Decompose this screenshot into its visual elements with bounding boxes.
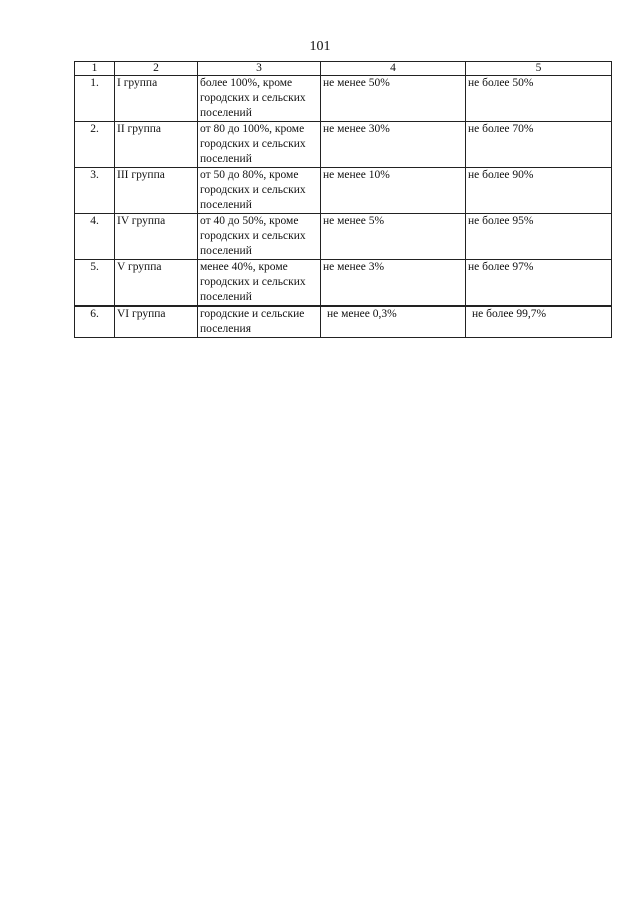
group-name: III группа (115, 168, 198, 214)
table-row (75, 260, 612, 307)
group-name: V группа (115, 260, 198, 307)
row-number: 3. (75, 168, 115, 214)
column-header-4: 4 (321, 62, 466, 76)
row-number: 4. (75, 214, 115, 260)
max-share: не более 95% (466, 214, 612, 260)
group-name: II группа (115, 122, 198, 168)
group-criteria-table (74, 61, 612, 338)
max-share: не более 50% (466, 76, 612, 122)
column-header-5: 5 (466, 62, 612, 76)
table-row (75, 76, 612, 122)
max-share: не более 70% (466, 122, 612, 168)
min-share: не менее 5% (321, 214, 466, 260)
group-name: VI группа (115, 306, 198, 338)
row-number: 5. (75, 260, 115, 307)
group-criteria: от 50 до 80%, кроме городских и сельских поселений (198, 168, 321, 214)
group-name: I группа (115, 76, 198, 122)
min-share: не менее 0,3% (321, 306, 466, 338)
max-share: не более 99,7% (466, 306, 612, 338)
row-number: 1. (75, 76, 115, 122)
min-share: не менее 30% (321, 122, 466, 168)
min-share: не менее 3% (321, 260, 466, 307)
max-share: не более 97% (466, 260, 612, 307)
table-row (75, 122, 612, 168)
column-header-3: 3 (198, 62, 321, 76)
group-criteria: более 100%, кроме городских и сельских поселений (198, 76, 321, 122)
table-row (75, 306, 612, 338)
page-number: 101 (309, 39, 331, 54)
min-share: не менее 10% (321, 168, 466, 214)
column-header-1: 1 (75, 62, 115, 76)
column-header-2: 2 (115, 62, 198, 76)
group-criteria: менее 40%, кроме городских и сельских поселений (198, 260, 321, 307)
table-row (75, 214, 612, 260)
max-share: не более 90% (466, 168, 612, 214)
row-number: 6. (75, 306, 115, 338)
table-header-row (75, 62, 612, 76)
table-row (75, 168, 612, 214)
group-criteria: от 80 до 100%, кроме городских и сельских поселений (198, 122, 321, 168)
group-criteria: от 40 до 50%, кроме городских и сельских поселений (198, 214, 321, 260)
group-name: IV группа (115, 214, 198, 260)
min-share: не менее 50% (321, 76, 466, 122)
row-number: 2. (75, 122, 115, 168)
group-criteria: городские и сельские поселения (198, 306, 321, 338)
